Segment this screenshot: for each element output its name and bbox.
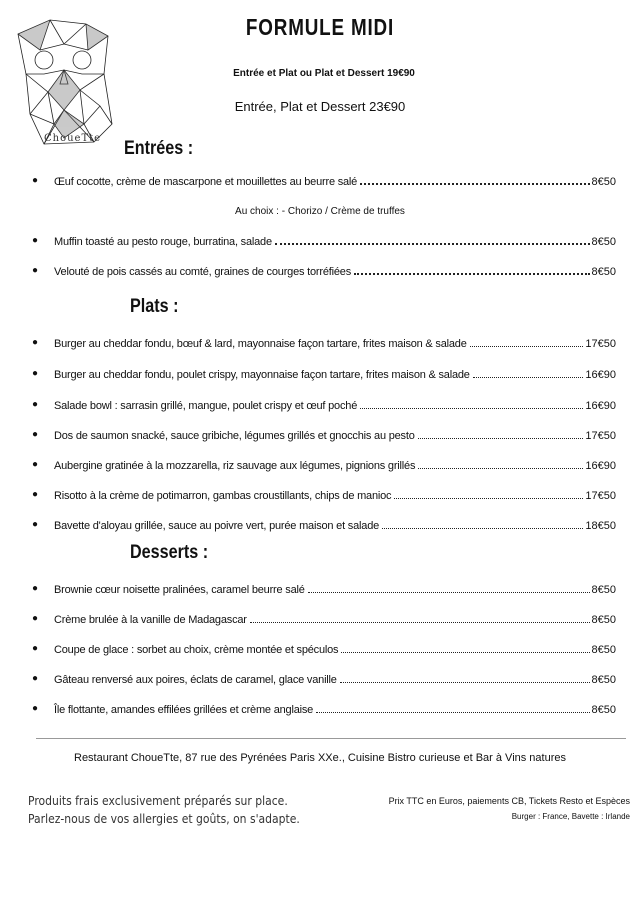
bullet-icon: ● <box>32 613 39 624</box>
item-price: 17€50 <box>585 430 616 442</box>
item-price: 8€50 <box>591 704 616 716</box>
menu-item <box>32 516 616 532</box>
dot-leader <box>382 528 583 529</box>
item-name: Aubergine gratinée à la mozzarella, riz sauvage aux légumes, pignions grillés <box>54 460 416 472</box>
item-price: 8€50 <box>591 176 616 188</box>
menu-item <box>32 172 616 188</box>
item-name: Île flottante, amandes effilées grillées et crème anglaise <box>54 704 314 716</box>
meat-origin: Burger : France, Bavette : Irlande <box>511 812 630 821</box>
menu-item <box>32 232 616 248</box>
bullet-icon: ● <box>32 673 39 684</box>
item-price: 8€50 <box>591 584 616 596</box>
bullet-icon: ● <box>32 265 39 276</box>
bullet-icon: ● <box>32 583 39 594</box>
dot-leader <box>394 498 583 499</box>
bullet-icon: ● <box>32 235 39 246</box>
menu-item <box>32 262 616 278</box>
bullet-icon: ● <box>32 399 39 410</box>
item-price: 17€50 <box>585 490 616 502</box>
item-price: 8€50 <box>591 236 616 248</box>
logo-text: ChoueTte <box>44 133 102 144</box>
menu-item <box>32 365 616 381</box>
payment-info: Prix TTC en Euros, paiements CB, Tickets Resto et Espèces <box>388 796 630 806</box>
item-name: Œuf cocotte, crème de mascarpone et mouillettes au beurre salé <box>54 176 358 188</box>
menu-item <box>32 700 616 716</box>
page-title: FORMULE MIDI <box>245 14 395 40</box>
formule-1: Entrée et Plat ou Plat et Dessert 19€90 <box>233 68 415 79</box>
item-name: Crème brulée à la vanille de Madagascar <box>54 614 247 626</box>
dot-leader <box>470 346 584 347</box>
dot-leader <box>308 592 590 593</box>
dot-leader <box>418 468 583 469</box>
item-price: 16€90 <box>585 369 616 381</box>
menu-item <box>32 334 616 350</box>
section-title-plats: Plats : <box>130 296 179 317</box>
item-name: Bavette d'aloyau grillée, sauce au poivre vert, purée maison et salade <box>54 520 380 532</box>
dot-leader <box>354 273 590 275</box>
menu-item <box>32 640 616 656</box>
section-title-entrees: Entrées : <box>124 138 194 159</box>
menu-item <box>32 580 616 596</box>
footer-divider <box>36 738 626 739</box>
bullet-icon: ● <box>32 175 39 186</box>
dot-leader <box>473 377 584 378</box>
item-price: 8€50 <box>591 266 616 278</box>
bullet-icon: ● <box>32 429 39 440</box>
item-price: 8€50 <box>591 614 616 626</box>
item-price: 16€90 <box>585 400 616 412</box>
item-name: Brownie cœur noisette pralinées, caramel beurre salé <box>54 584 305 596</box>
bullet-icon: ● <box>32 519 39 530</box>
item-name: Burger au cheddar fondu, poulet crispy, mayonnaise façon tartare, frites maison & salade <box>54 369 470 381</box>
dot-leader <box>250 622 590 623</box>
item-name: Velouté de pois cassés au comté, graines de courges torréfiées <box>54 266 352 278</box>
item-name: Burger au cheddar fondu, bœuf & lard, mayonnaise façon tartare, frites maison & salade <box>54 338 467 350</box>
dot-leader <box>275 243 590 245</box>
section-title-desserts: Desserts : <box>130 542 209 563</box>
item-price: 17€50 <box>585 338 616 350</box>
item-name: Muffin toasté au pesto rouge, burratina, salade <box>54 236 272 248</box>
dot-leader <box>360 183 589 185</box>
dot-leader <box>340 682 590 683</box>
dot-leader <box>418 438 584 439</box>
item-price: 8€50 <box>591 644 616 656</box>
menu-item <box>32 456 616 472</box>
item-name: Dos de saumon snacké, sauce gribiche, légumes grillés et gnocchis au pesto <box>54 430 415 442</box>
bullet-icon: ● <box>32 459 39 470</box>
menu-item <box>32 610 616 626</box>
menu-item <box>32 426 616 442</box>
dot-leader <box>360 408 583 409</box>
entrees-note: Au choix : - Chorizo / Crème de truffes <box>235 206 405 217</box>
item-name: Gâteau renversé aux poires, éclats de caramel, glace vanille <box>54 674 337 686</box>
bullet-icon: ● <box>32 368 39 379</box>
item-name: Coupe de glace : sorbet au choix, crème montée et spéculos <box>54 644 339 656</box>
bullet-icon: ● <box>32 489 39 500</box>
item-price: 18€50 <box>585 520 616 532</box>
item-name: Salade bowl : sarrasin grillé, mangue, poulet crispy et œuf poché <box>54 400 358 412</box>
item-name: Risotto à la crème de potimarron, gambas croustillants, chips de manioc <box>54 490 392 502</box>
bullet-icon: ● <box>32 703 39 714</box>
menu-item <box>32 486 616 502</box>
dot-leader <box>316 712 589 713</box>
dot-leader <box>341 652 589 653</box>
bullet-icon: ● <box>32 337 39 348</box>
item-price: 16€90 <box>585 460 616 472</box>
restaurant-info: Restaurant ChoueTte, 87 rue des Pyrénées Paris XXe., Cuisine Bistro curieuse et Bar à Vins natures <box>74 752 566 764</box>
fresh-products-note: Produits frais exclusivement préparés sur place. <box>28 794 288 808</box>
item-price: 8€50 <box>591 674 616 686</box>
menu-item <box>32 670 616 686</box>
bullet-icon: ● <box>32 643 39 654</box>
menu-item <box>32 396 616 412</box>
formule-2: Entrée, Plat et Dessert 23€90 <box>234 99 406 114</box>
allergies-note: Parlez-nous de vos allergies et goûts, on s'adapte. <box>28 812 300 826</box>
